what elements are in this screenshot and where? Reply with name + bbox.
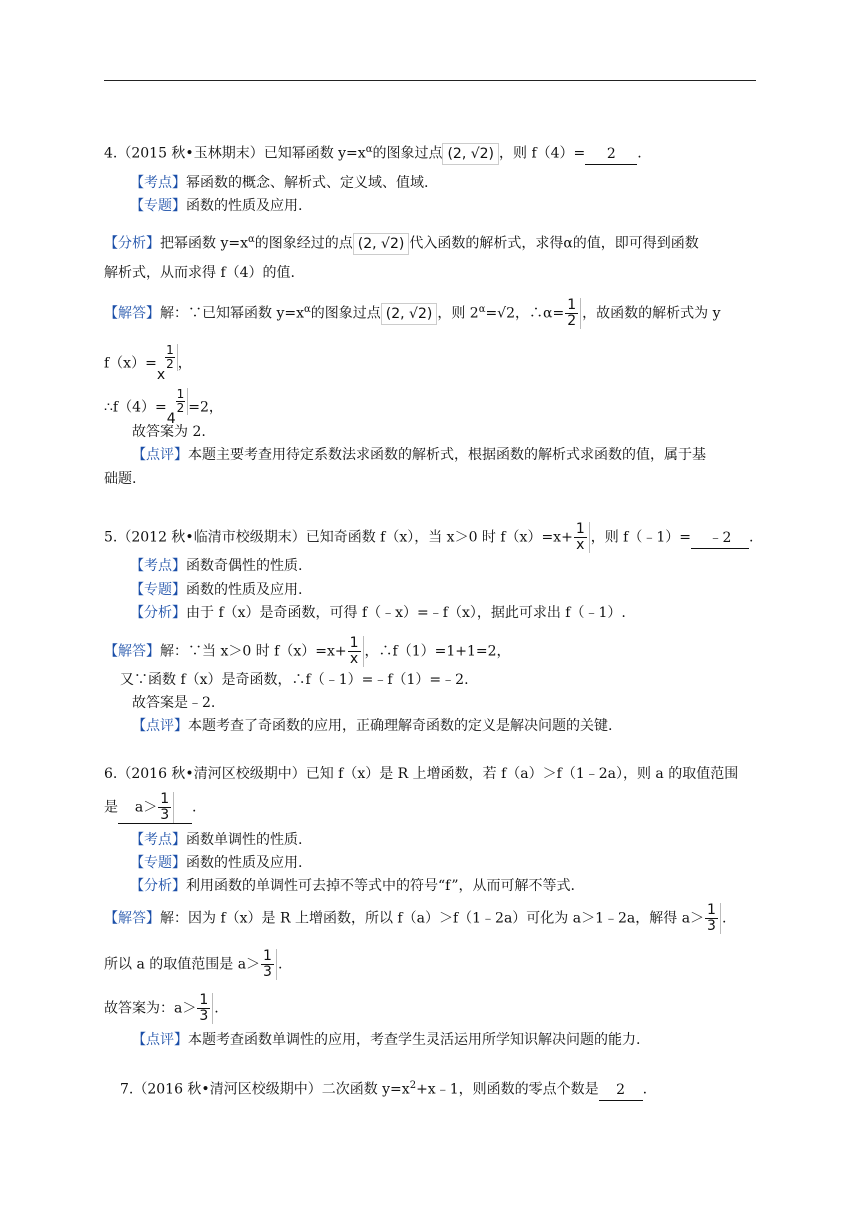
fraction: $\frac{1}{3}$ bbox=[705, 903, 721, 934]
answer-blank: a＞ $\frac{1}{3}$ bbox=[118, 792, 192, 824]
q4-dianping: 【点评】本题主要考查用待定系数法求函数的解析式，根据函数的解析式求函数的值，属于基 bbox=[132, 447, 706, 463]
q5-jieda: 【解答】解：∵当 x＞0 时 f（x）=x+ $\frac{1}{x}$ ，∴f（1）=1+1=2， bbox=[104, 635, 511, 667]
power-expression: 4 1 2 bbox=[167, 388, 189, 427]
q7-stem: 7.（2016 秋•清河区校级期中）二次函数 $y=x^2+x﹣1$，则函数的零点个数是 2 . bbox=[120, 1076, 647, 1101]
q4-zhuanti: 【专题】函数的性质及应用. bbox=[130, 198, 303, 214]
q6-kaodian: 【考点】函数单调性的性质. bbox=[130, 832, 303, 848]
q5-stem: 5.（2012 秋•临清市校级期末）已知奇函数 f（x），当 x＞0 时 f（x）=x+ $\frac{1}{x}$ ，则 f（﹣1）= ﹣2 . bbox=[104, 521, 754, 553]
answer-blank: 2 bbox=[599, 1080, 643, 1101]
q4-fx: f（x）= x 1 2 ， bbox=[104, 343, 192, 383]
q4-kaodian: 【考点】幂函数的概念、解析式、定义域、值域. bbox=[130, 175, 429, 191]
q4-dianping-2: 础题. bbox=[104, 471, 137, 487]
q4-fenxi-2: 解析式，从而求得 f（4）的值. bbox=[104, 265, 295, 281]
fraction: $\frac{1}{3}$ bbox=[158, 792, 174, 823]
q4-fenxi: 【分析】把幂函数 $y=x^\alpha$的图象经过的点 (2, √2) 代入函数的解析式，求得α的值，即可得到函数 bbox=[104, 230, 699, 255]
q6-stem: 6.（2016 秋•清河区校级期中）已知 f（x）是 R 上增函数，若 f（a）＞f（1﹣2a），则 a 的取值范围 bbox=[104, 766, 739, 782]
q6-zhuanti: 【专题】函数的性质及应用. bbox=[130, 855, 303, 871]
fraction: $\frac{1}{3}$ bbox=[197, 993, 213, 1024]
q4-f4: ∴f（4）= 4 1 2 =2， bbox=[104, 387, 223, 427]
q4-gudaan: 故答案为 2. bbox=[132, 424, 206, 440]
fraction: $\frac{1}{2}$ bbox=[565, 298, 581, 329]
q6-stem-2: 是 a＞ $\frac{1}{3}$ . bbox=[104, 791, 197, 823]
header-rule bbox=[104, 80, 756, 81]
point-formula: (2, √2) bbox=[353, 233, 410, 255]
q4-jieda: 【解答】解：∵已知幂函数 $y=x^\alpha$的图象过点 (2, √2) ，则 $2^\alpha=√2$，∴α= $\frac{1}{2}$ ，故函数的解析式为 y bbox=[104, 297, 721, 329]
q5-zhuanti: 【专题】函数的性质及应用. bbox=[130, 582, 303, 598]
answer-blank: ﹣2 bbox=[691, 528, 749, 549]
power-expression: x 1 2 bbox=[157, 344, 178, 383]
fraction: $\frac{1}{x}$ bbox=[574, 522, 590, 553]
q5-fenxi: 【分析】由于 f（x）是奇函数，可得 f（﹣x）=﹣f（x），据此可求出 f（﹣1）. bbox=[130, 605, 626, 621]
point-formula: (2, √2) bbox=[442, 143, 499, 165]
q5-dianping: 【点评】本题考查了奇函数的应用，正确理解奇函数的定义是解决问题的关键. bbox=[132, 718, 613, 734]
point-formula: (2, √2) bbox=[381, 303, 438, 325]
q6-jieda: 【解答】解：因为 f（x）是 R 上增函数，所以 f（a）＞f（1﹣2a）可化为 a＞1﹣2a，解得 a＞ $\frac{1}{3}$ . bbox=[104, 902, 727, 934]
fraction: $\frac{1}{x}$ bbox=[348, 636, 364, 667]
q4-stem: 4.（2015 秋•玉林期末）已知幂函数 $y=x^\alpha$的图象过点 (2, √2) ，则 f（4）= 2 . bbox=[104, 140, 642, 165]
q5-kaodian: 【考点】函数奇偶性的性质. bbox=[130, 558, 303, 574]
q6-gudaan: 故答案为：a＞ $\frac{1}{3}$ . bbox=[104, 992, 219, 1024]
q6-dianping: 【点评】本题考查函数单调性的应用，考查学生灵活运用所学知识解决问题的能力. bbox=[132, 1032, 641, 1048]
q6-fenxi: 【分析】利用函数的单调性可去掉不等式中的符号“f”，从而可解不等式. bbox=[130, 878, 575, 894]
fraction: $\frac{1}{3}$ bbox=[261, 949, 277, 980]
q5-jieda-2: 又∵函数 f（x）是奇函数，∴f（﹣1）=﹣f（1）=﹣2. bbox=[120, 672, 469, 688]
q5-gudaan: 故答案是﹣2. bbox=[132, 695, 216, 711]
answer-blank: 2 bbox=[585, 144, 637, 165]
q6-suoyi: 所以 a 的取值范围是 a＞ $\frac{1}{3}$ . bbox=[104, 948, 283, 980]
